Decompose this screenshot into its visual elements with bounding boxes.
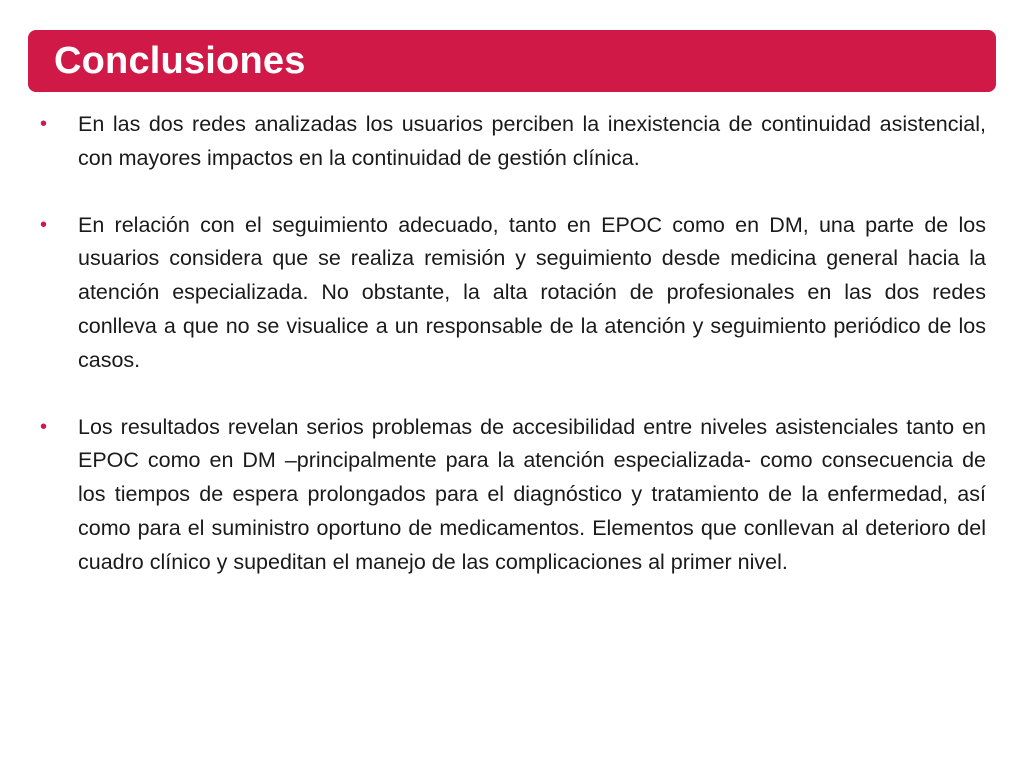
bullet-item-1 [40,108,986,176]
bullet-text-1: En las dos redes analizadas los usuarios perciben la inexistencia de continuidad asistencial, con mayores impactos en la continuidad de gestión clínica. [78,112,986,170]
bullet-text-2: En relación con el seguimiento adecuado, tanto en EPOC como en DM, una parte de los usuarios considera que se realiza remisión y seguimiento desde medicina general hacia la atención especializada. No obstante, la alta rotación de profesionales en las dos redes conlleva a que no se visualice a un responsable de la atención y seguimiento periódico de los casos. [78,212,986,372]
bullet-item-2 [40,209,986,378]
slide-title: Conclusiones [54,40,306,82]
bullet-icon: • [40,113,48,135]
title-banner [28,30,996,92]
bullet-list [40,108,986,613]
bullet-text-3: Los resultados revelan serios problemas de accesibilidad entre niveles asistenciales tanto en EPOC como en DM –principalmente para la atención especializada- como consecuencia de los tiempos de espera prolongados para el diagnóstico y tratamiento de la enfermedad, así como para el suministro oportuno de medicamentos. Elementos que conllevan al deterioro del cuadro clínico y supeditan el manejo de las complicaciones al primer nivel. [78,414,986,574]
bullet-icon: • [40,213,48,236]
bullet-icon: • [40,415,48,438]
bullet-item-3 [40,411,986,580]
